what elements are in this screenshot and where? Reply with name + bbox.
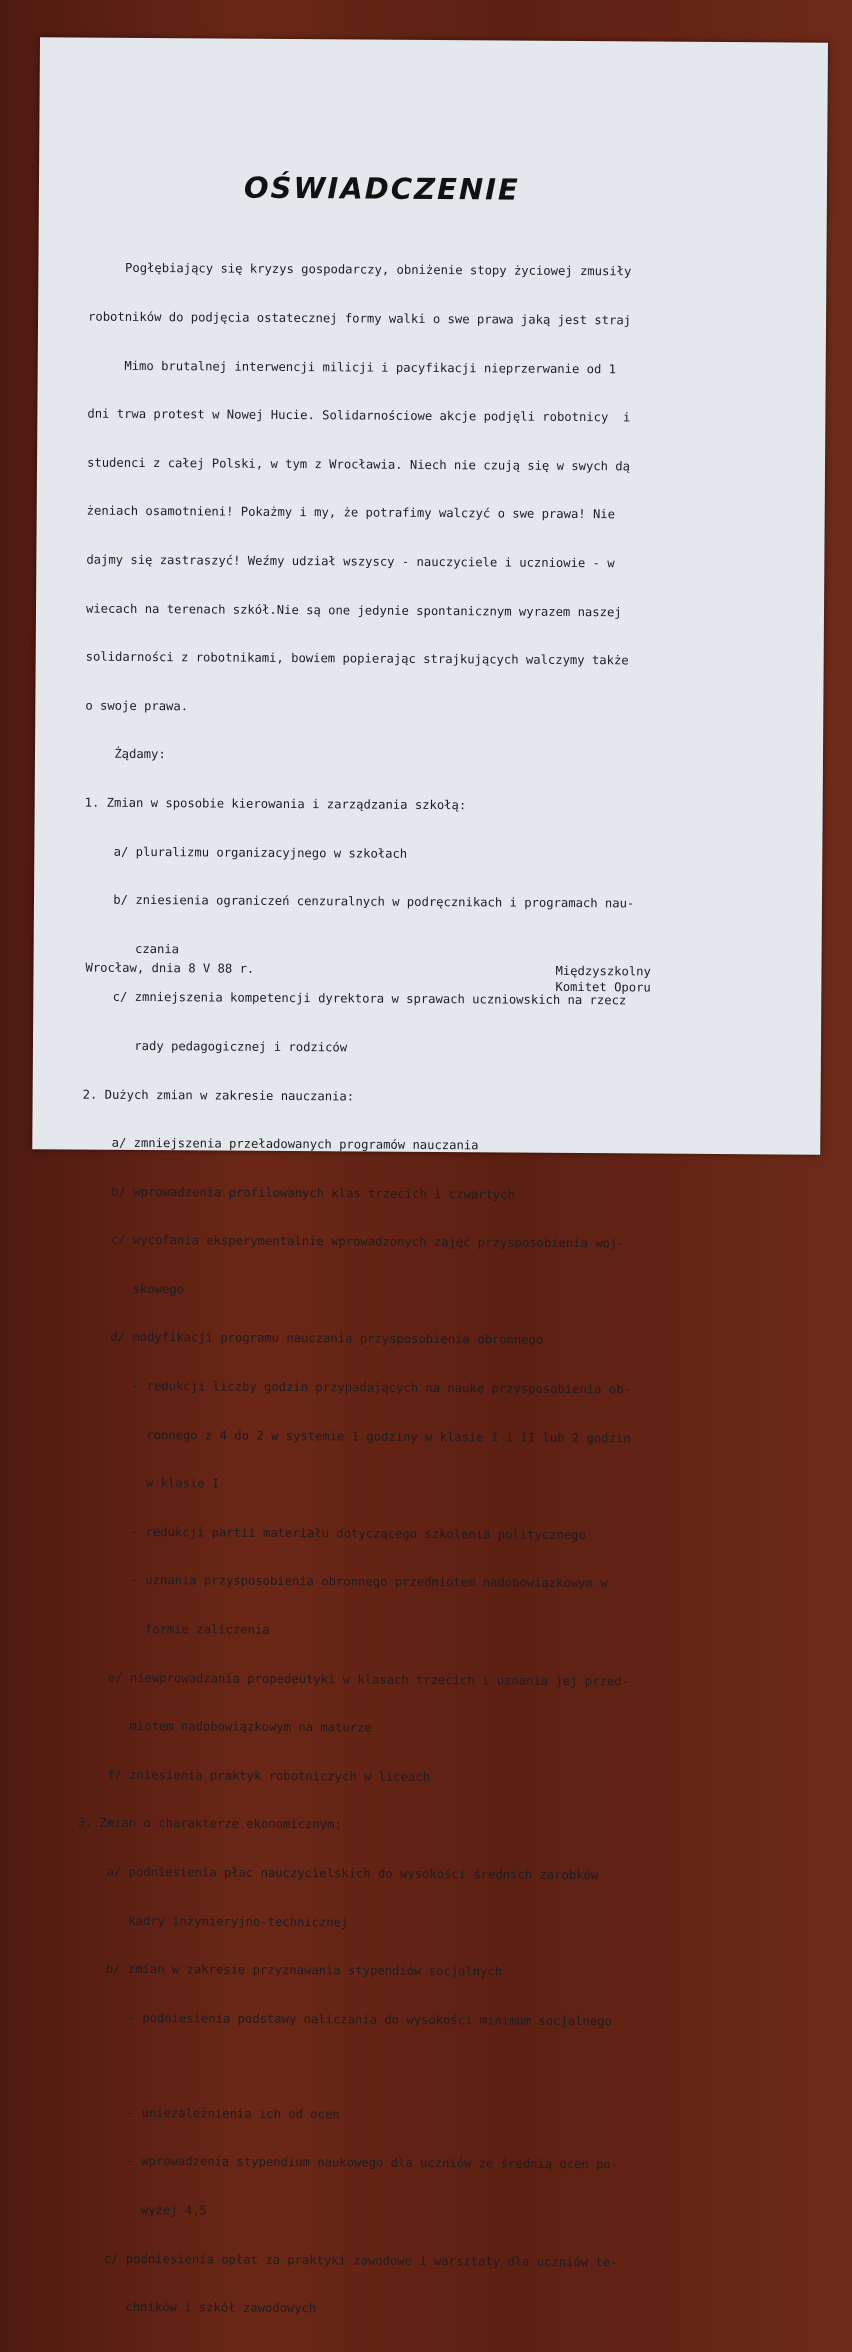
body-line: dni trwa protest w Nowej Hucie. Solidarnościowe akcje podjęli robotnicy i bbox=[87, 406, 631, 425]
demand-section-2: 2. Dużych zmian w zakresie nauczania: bbox=[82, 1087, 355, 1103]
signature bbox=[555, 963, 651, 996]
body-line: o swoje prawa. bbox=[85, 698, 189, 714]
document-body bbox=[74, 228, 809, 2352]
demand-subitem: - uniezależnienia ich od ocen bbox=[75, 2105, 340, 2122]
body-line: studenci z całej Polski, w tym z Wrocławia. Niech nie czują się w swych dą bbox=[86, 455, 631, 474]
body-line: dajmy się zastraszyć! Weźmy udział wszyscy - nauczyciele i uczniowie - w bbox=[86, 552, 615, 571]
demand-subitem: - podniesienia podstawy naliczania do wysokości minimum socjalnego bbox=[76, 2010, 612, 2029]
body-line: Mimo brutalnej interwencji milicji i pacyfikacji nieprzerwanie od 1 bbox=[87, 358, 617, 376]
demand-item: c/ podniesienia opłat za praktyki zawodowe i warsztaty dla uczniów te- bbox=[74, 2251, 618, 2269]
signature-line-2: Komitet Oporu bbox=[555, 979, 651, 995]
demand-subitem: w klasie I bbox=[79, 1475, 220, 1491]
demand-item: kadry inżynieryjno-technicznej bbox=[76, 1913, 349, 1930]
body-line: solidarności z robotnikami, bowiem popierając strajkujących walczymy także bbox=[85, 649, 629, 668]
body-line: Pogłębiający się kryzys gospodarczy, obniżenie stopy życiowej zmusiły bbox=[88, 260, 632, 279]
demand-item: e/ niewprowadzania propedeutyki w klasach trzecich i uznania jej przed- bbox=[78, 1670, 629, 1689]
body-line: wiecach na terenach szkół.Nie są one jedynie spontanicznym wyrazem naszej bbox=[85, 601, 622, 619]
demand-item: skowego bbox=[81, 1281, 185, 1297]
body-line: żeniach osamotnieni! Pokażmy i my, że potrafimy walczyć o swe prawa! Nie bbox=[86, 503, 616, 522]
demand-subitem: - uznania przysposobienia obronnego przedmiotem nadobowiązkowym w bbox=[79, 1572, 608, 1591]
demand-item: b/ zniesienia ograniczeń cenzuralnych w podręcznikach i programach nau- bbox=[83, 892, 635, 911]
blank-line bbox=[76, 2058, 796, 2077]
document-sheet bbox=[32, 37, 828, 2316]
demand-item: miotem nadobowiązkowym na maturze bbox=[78, 1718, 372, 1735]
document-title: OŚWIADCZENIE bbox=[243, 170, 520, 207]
demand-section-3: 3. Zmian o charakterze ekonomicznym: bbox=[77, 1815, 342, 1832]
demand-item: d/ modyfikacji programu nauczania przysposobienia obronnego bbox=[80, 1330, 544, 1348]
demand-item: b/ zmian w zakresie przyznawania stypendiów socjalnych bbox=[76, 1961, 503, 1979]
demand-item: rady pedagogicznej i rodziców bbox=[82, 1038, 348, 1055]
body-line: robotników do podjęcia ostatecznej formy walki o swe prawa jaką jest straj bbox=[88, 309, 632, 328]
place-date: Wrocław, dnia 8 V 88 r. bbox=[85, 960, 255, 976]
demand-section-1: 1. Zmian w sposobie kierowania i zarządzania szkołą: bbox=[84, 795, 467, 813]
demand-item: a/ zmniejszenia przeładowanych programów nauczania bbox=[82, 1135, 479, 1153]
demand-subitem: wyżej 4,5 bbox=[74, 2202, 207, 2218]
demand-subitem: ronnego z 4 do 2 w systemie 1 godziny w klasie I i II lub 2 godzin bbox=[80, 1427, 631, 1446]
demand-item: c/ wycofania eksperymentalnie wprowadzonych zajęć przysposobienia woj- bbox=[81, 1232, 625, 1251]
demand-subitem: formie zaliczenia bbox=[78, 1621, 270, 1637]
signature-line-1: Międzyszkolny bbox=[555, 963, 651, 979]
demand-item: c/ zmniejszenia kompetencji dyrektora w sprawach uczniowskich na rzecz bbox=[83, 989, 627, 1008]
demand-subitem: - redukcji partii materiału dotyczącego szkolenia politycznego bbox=[79, 1524, 586, 1542]
demand-item: chników i szkół zawodowych bbox=[74, 2299, 317, 2316]
demand-item: b/ wprowadzenia profilowanych klas trzecich i czwartych bbox=[81, 1184, 515, 1202]
demands-heading: Żądamy: bbox=[84, 746, 166, 762]
demand-item: a/ podniesienia płac nauczycielskich do wysokości średnich zarobków bbox=[77, 1864, 599, 1883]
demand-subitem: - wprowadzenia stypendium naukowego dla uczniów ze średnią ocen po- bbox=[75, 2153, 619, 2172]
demand-item: a/ pluralizmu organizacyjnego w szkołach bbox=[84, 844, 408, 861]
demand-item: f/ zniesienia praktyk robotniczych w liceach bbox=[77, 1767, 431, 1784]
demand-subitem: - redukcji liczby godzin przypadających na naukę przysposobienia ob- bbox=[80, 1378, 631, 1397]
demand-item: czania bbox=[83, 941, 180, 956]
